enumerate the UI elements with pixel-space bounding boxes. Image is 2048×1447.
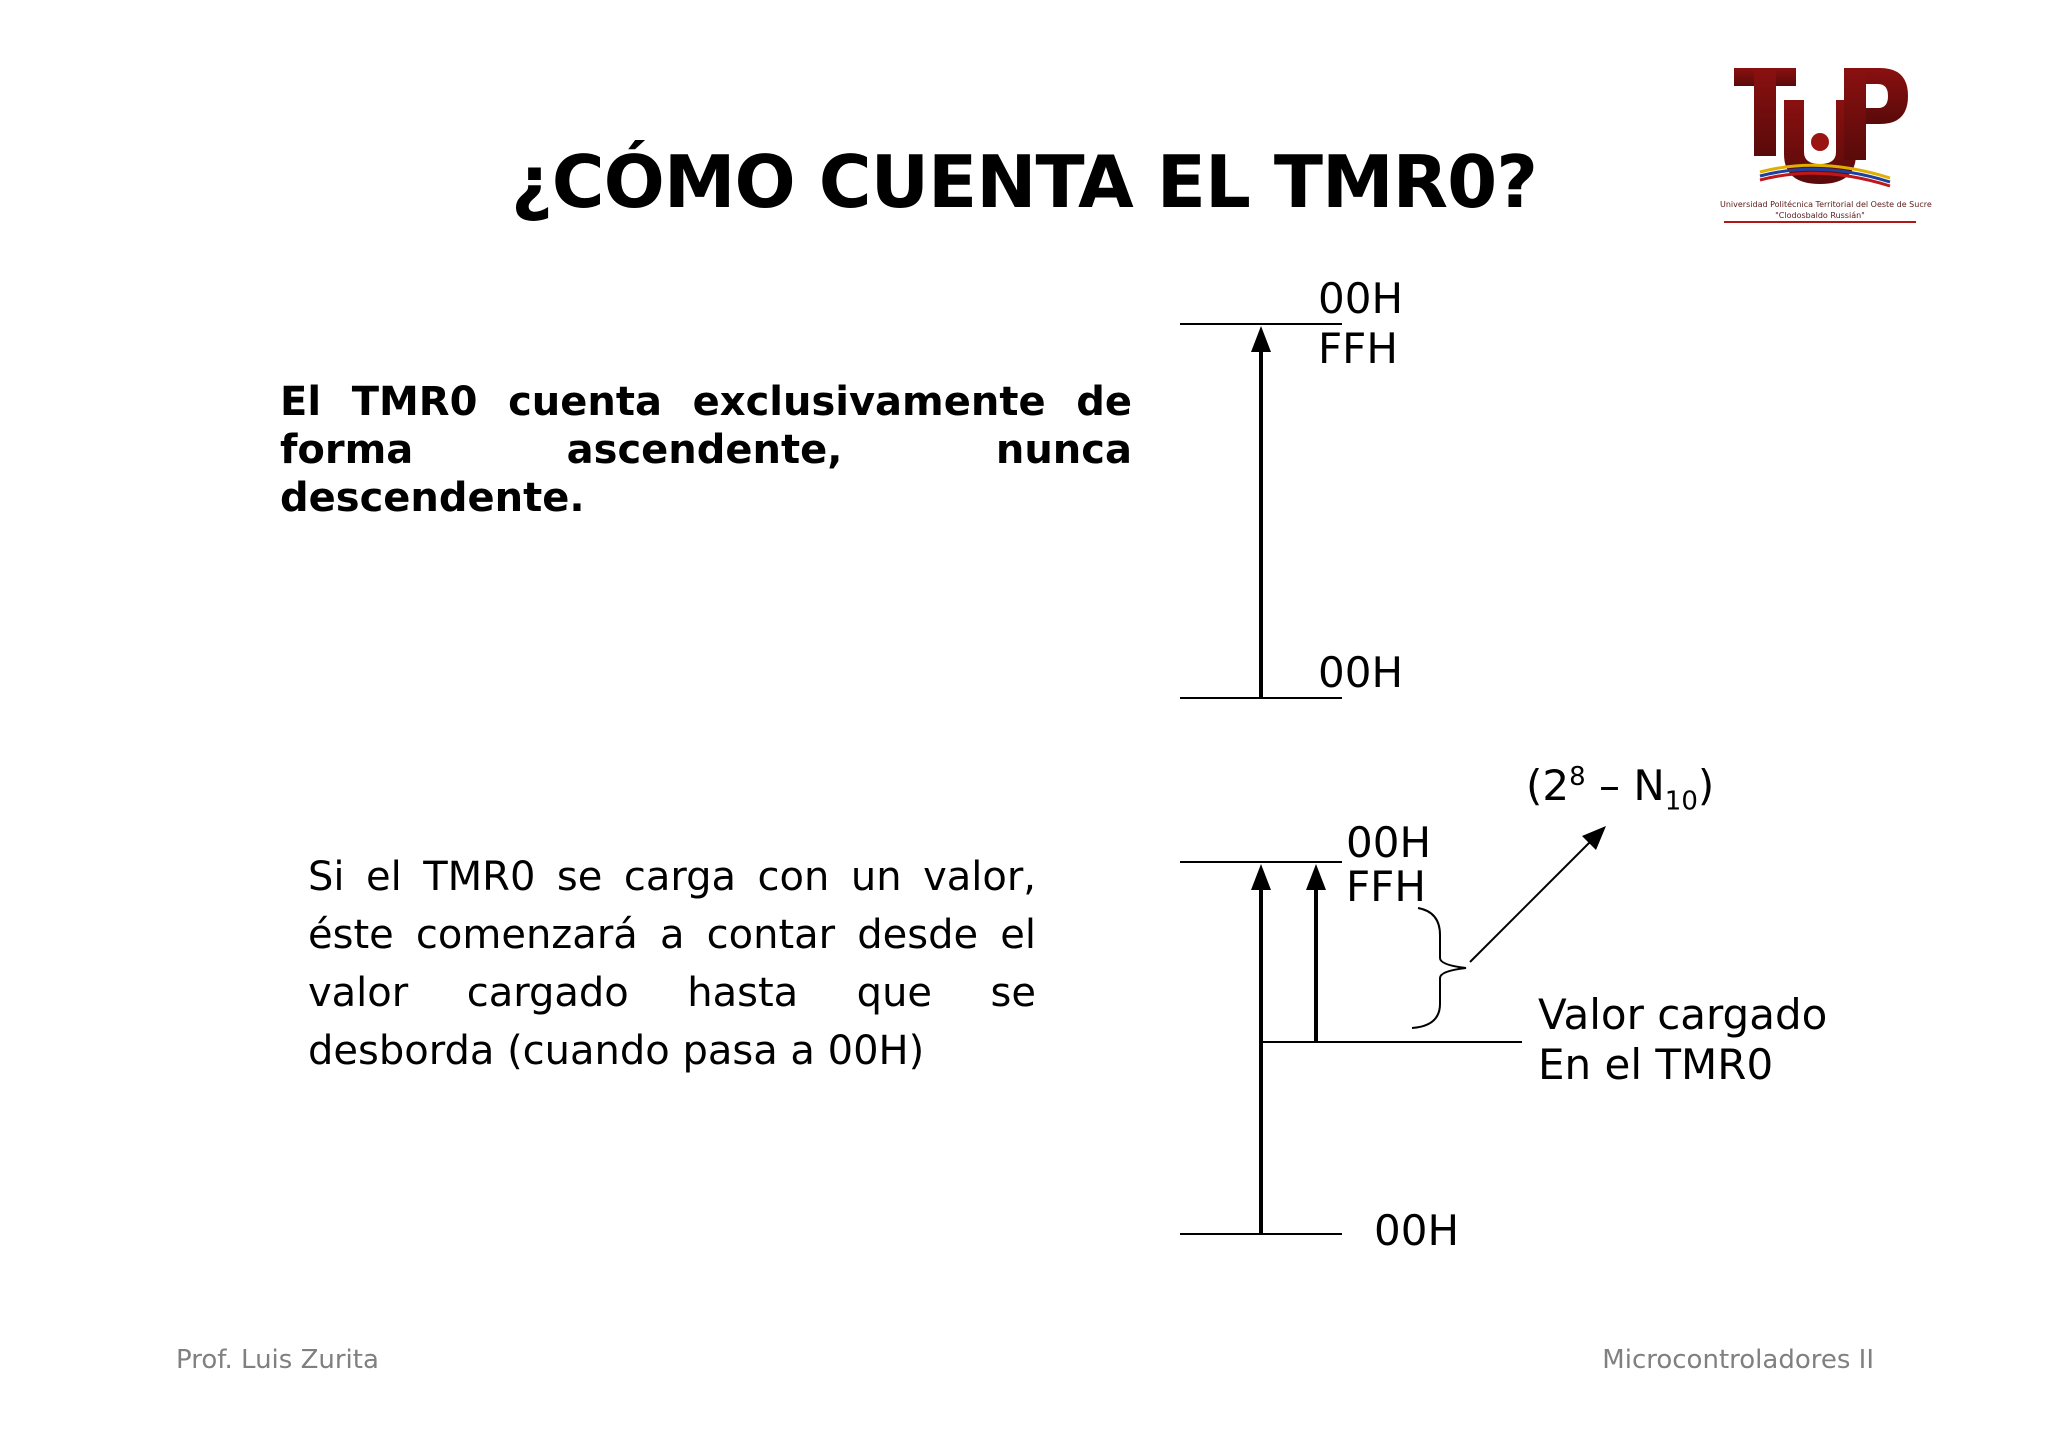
ascending-count-text: El TMR0 cuenta exclusivamente de forma ascendente, nunca descendente. [280,379,1132,521]
footer-course: Microcontroladores II [1602,1345,1874,1375]
bottom-label-00h-overflow: 00H [1346,818,1432,867]
top-label-00h-start: 00H [1318,648,1404,697]
bottom-label-ffh: FFH [1346,862,1426,911]
top-count-arrowhead [1251,326,1271,352]
overflow-count-formula: $(2^8 - N_{10})$ [1526,761,1715,817]
logo-caption-line2: "Clodosbaldo Russián" [1775,211,1865,220]
loaded-value-label-line2: En el TMR0 [1538,1040,1774,1089]
count-range-brace [1412,908,1466,1028]
logo-caption-line1: Universidad Politécnica Territorial del Oeste de Sucre [1720,200,1932,209]
loaded-count-arrowhead [1306,864,1326,890]
top-label-ffh: FFH [1318,324,1398,373]
slide-title: ¿CÓMO CUENTA EL TMR0? [511,140,1537,224]
bottom-label-00h-start: 00H [1374,1206,1460,1255]
loaded-value-text: Si el TMR0 se carga con un valor, éste comenzará a contar desde el valor cargado hasta que se desborda (cuando pasa a 00H) [308,854,1036,1074]
full-count-arrowhead [1251,864,1271,890]
top-label-00h-overflow: 00H [1318,274,1404,323]
formula-pointer-arrow-shaft [1470,838,1594,962]
footer-author: Prof. Luis Zurita [176,1345,379,1375]
loaded-value-label-line1: Valor cargado [1538,990,1828,1039]
